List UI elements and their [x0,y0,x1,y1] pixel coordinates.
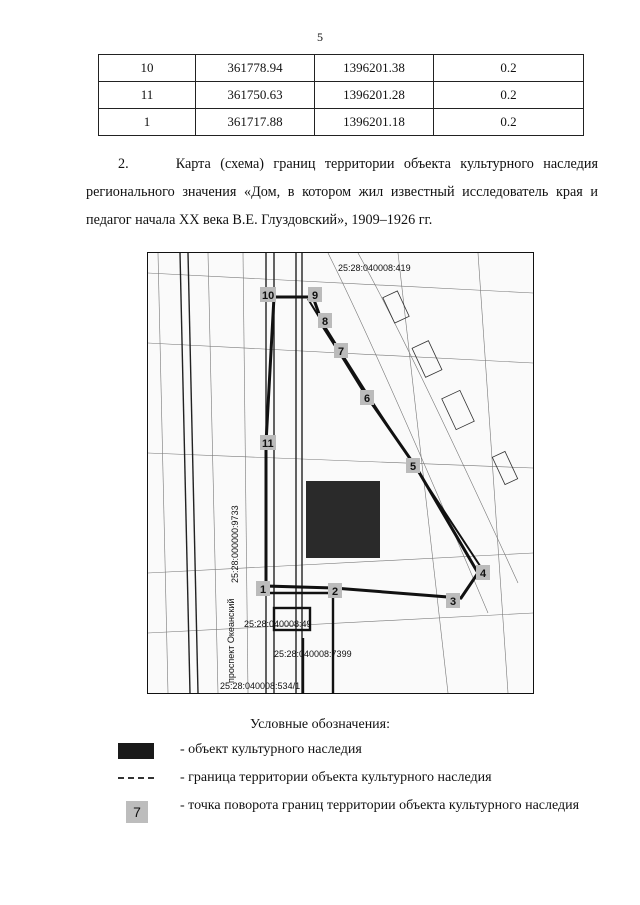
table-cell-point: 11 [99,82,196,109]
table-cell-x: 361778.94 [196,55,315,82]
table-cell-y: 1396201.28 [315,82,434,109]
legend-title: Условные обозначения: [249,717,391,732]
table-cell-accuracy: 0.2 [434,55,584,82]
table-cell-x: 361750.63 [196,82,315,109]
cadastral-label: 25:28:040008:7399 [274,649,352,659]
point-marker-6 [360,390,374,405]
svg-text:10: 10 [262,290,275,302]
legend-text: - граница территории объекта культурного наследия [180,770,492,785]
svg-text:2: 2 [332,586,339,598]
street-label: проспект Океанский [226,598,236,683]
svg-text:1: 1 [260,584,267,596]
table-cell-accuracy: 0.2 [434,109,584,136]
cadastral-label: 25:28:040008:419 [338,263,411,273]
table-cell-accuracy: 0.2 [434,82,584,109]
turning-point-symbol: 7 [126,801,148,823]
boundary-line-symbol [118,777,154,779]
point-marker-3 [446,593,460,608]
point-marker-2 [328,583,342,598]
table-cell-y: 1396201.38 [315,55,434,82]
point-marker-4 [476,565,490,580]
coordinate-table [98,54,584,136]
cadastral-label: 25:28:040008:534/1 [220,681,301,691]
cadastral-label: 25:28:000000:9733 [230,505,240,583]
paragraph-number: 2. [118,156,129,172]
point-marker-1 [256,581,270,596]
paragraph-text: Карта (схема) границ территории объекта культурного наследия регионального значения «Дом, в котором жил известный исследователь края и педагог начала XX века В.Е. Глуздовский», 1909–1926 гг. [86,156,599,228]
svg-text:6: 6 [364,393,371,405]
point-marker-5 [406,458,420,473]
table-row [99,109,584,136]
svg-text:11: 11 [262,438,274,450]
table-cell-y: 1396201.18 [315,109,434,136]
cadastral-map [147,252,534,694]
table-cell-x: 361717.88 [196,109,315,136]
svg-text:9: 9 [312,290,319,302]
table-row [99,82,584,109]
svg-text:5: 5 [410,461,417,473]
heritage-building [306,481,380,558]
table-cell-point: 10 [99,55,196,82]
svg-text:7: 7 [338,346,345,358]
svg-text:4: 4 [480,568,487,580]
cadastral-label: 25:28:040008:49 [244,619,312,629]
page-number: 5 [317,30,323,44]
map-drawing [148,253,533,693]
point-marker-10 [260,287,276,302]
svg-text:3: 3 [450,596,457,608]
point-marker-11 [260,435,276,450]
table-row [99,55,584,82]
table-cell-point: 1 [99,109,196,136]
point-marker-7 [334,343,348,358]
legend-text: - точка поворота границ территории объекта культурного наследия [180,798,580,813]
legend-text: - объект культурного наследия [180,742,362,757]
svg-text:8: 8 [322,316,329,328]
paragraph-2 [86,150,598,234]
point-marker-9 [308,287,322,302]
point-marker-8 [318,313,332,328]
heritage-object-symbol [118,743,154,759]
